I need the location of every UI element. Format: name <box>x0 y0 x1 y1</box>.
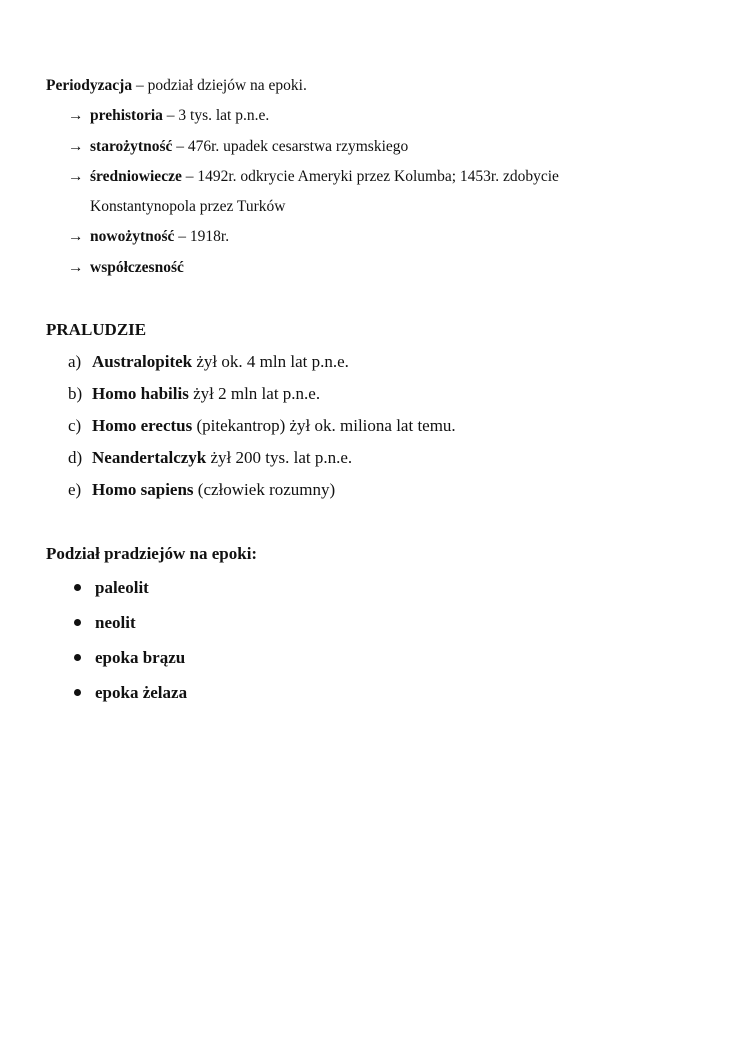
species-name: Homo habilis <box>92 384 189 403</box>
praludzie-item <box>68 384 320 404</box>
period-desc: – 3 tys. lat p.n.e. <box>162 107 270 124</box>
bullet-icon <box>74 584 81 591</box>
period-desc: – 476r. upadek cesarstwa rzymskiego <box>172 138 409 155</box>
species-desc: żył 200 tys. lat p.n.e. <box>206 448 353 467</box>
species-name: Homo sapiens <box>92 480 194 499</box>
list-marker: c) <box>68 416 82 435</box>
praludzie-item <box>68 352 349 372</box>
bullet-icon <box>74 689 81 696</box>
species-desc: żył 2 mln lat p.n.e. <box>188 384 321 403</box>
epoch-label: paleolit <box>95 578 149 597</box>
species-desc: żył ok. 4 mln lat p.n.e. <box>192 352 349 371</box>
species-name: Australopitek <box>92 352 193 371</box>
species-desc: (człowiek rozumny) <box>193 480 336 499</box>
species-name: Homo erectus <box>92 416 193 435</box>
period-item <box>68 137 408 157</box>
period-item <box>68 106 269 126</box>
periodization-intro <box>46 76 307 96</box>
period-term: starożytność <box>90 138 173 155</box>
arrow-icon: → <box>68 259 84 276</box>
epochs-heading: Podział pradziejów na epoki: <box>46 544 258 563</box>
periodization-title-rest: – podział dziejów na epoki. <box>132 77 307 94</box>
list-marker: a) <box>68 352 82 371</box>
arrow-icon: → <box>68 168 84 185</box>
epoch-item <box>74 648 185 668</box>
periodization-title: Periodyzacja <box>46 77 133 94</box>
arrow-icon: → <box>68 228 84 245</box>
epoch-item <box>74 613 136 633</box>
epoch-label: epoka żelaza <box>95 683 188 702</box>
praludzie-item <box>68 480 335 500</box>
species-desc: (pitekantrop) żył ok. miliona lat temu. <box>192 416 456 435</box>
period-item <box>68 227 229 247</box>
period-item <box>68 258 184 278</box>
praludzie-heading: PRALUDZIE <box>46 320 147 339</box>
praludzie-item <box>68 416 456 436</box>
bullet-icon <box>74 619 81 626</box>
arrow-icon: → <box>68 107 84 124</box>
list-marker: b) <box>68 384 83 403</box>
epoch-label: neolit <box>95 613 136 632</box>
list-marker: e) <box>68 480 82 499</box>
species-name: Neandertalczyk <box>92 448 207 467</box>
period-term: nowożytność <box>90 228 175 245</box>
arrow-icon: → <box>68 138 84 155</box>
list-marker: d) <box>68 448 83 467</box>
period-desc: – 1492r. odkrycie Ameryki przez Kolumba; 1453r. zdobycie <box>181 168 559 185</box>
epoch-item <box>74 578 149 598</box>
period-desc-continuation: Konstantynopola przez Turków <box>90 198 286 215</box>
bullet-icon <box>74 654 81 661</box>
epoch-label: epoka brązu <box>95 648 186 667</box>
period-desc: – 1918r. <box>174 228 230 245</box>
praludzie-item <box>68 448 352 468</box>
period-term: współczesność <box>90 259 184 276</box>
epoch-item <box>74 683 187 703</box>
period-term: średniowiecze <box>90 168 182 185</box>
period-item <box>68 167 559 187</box>
period-term: prehistoria <box>90 107 163 124</box>
